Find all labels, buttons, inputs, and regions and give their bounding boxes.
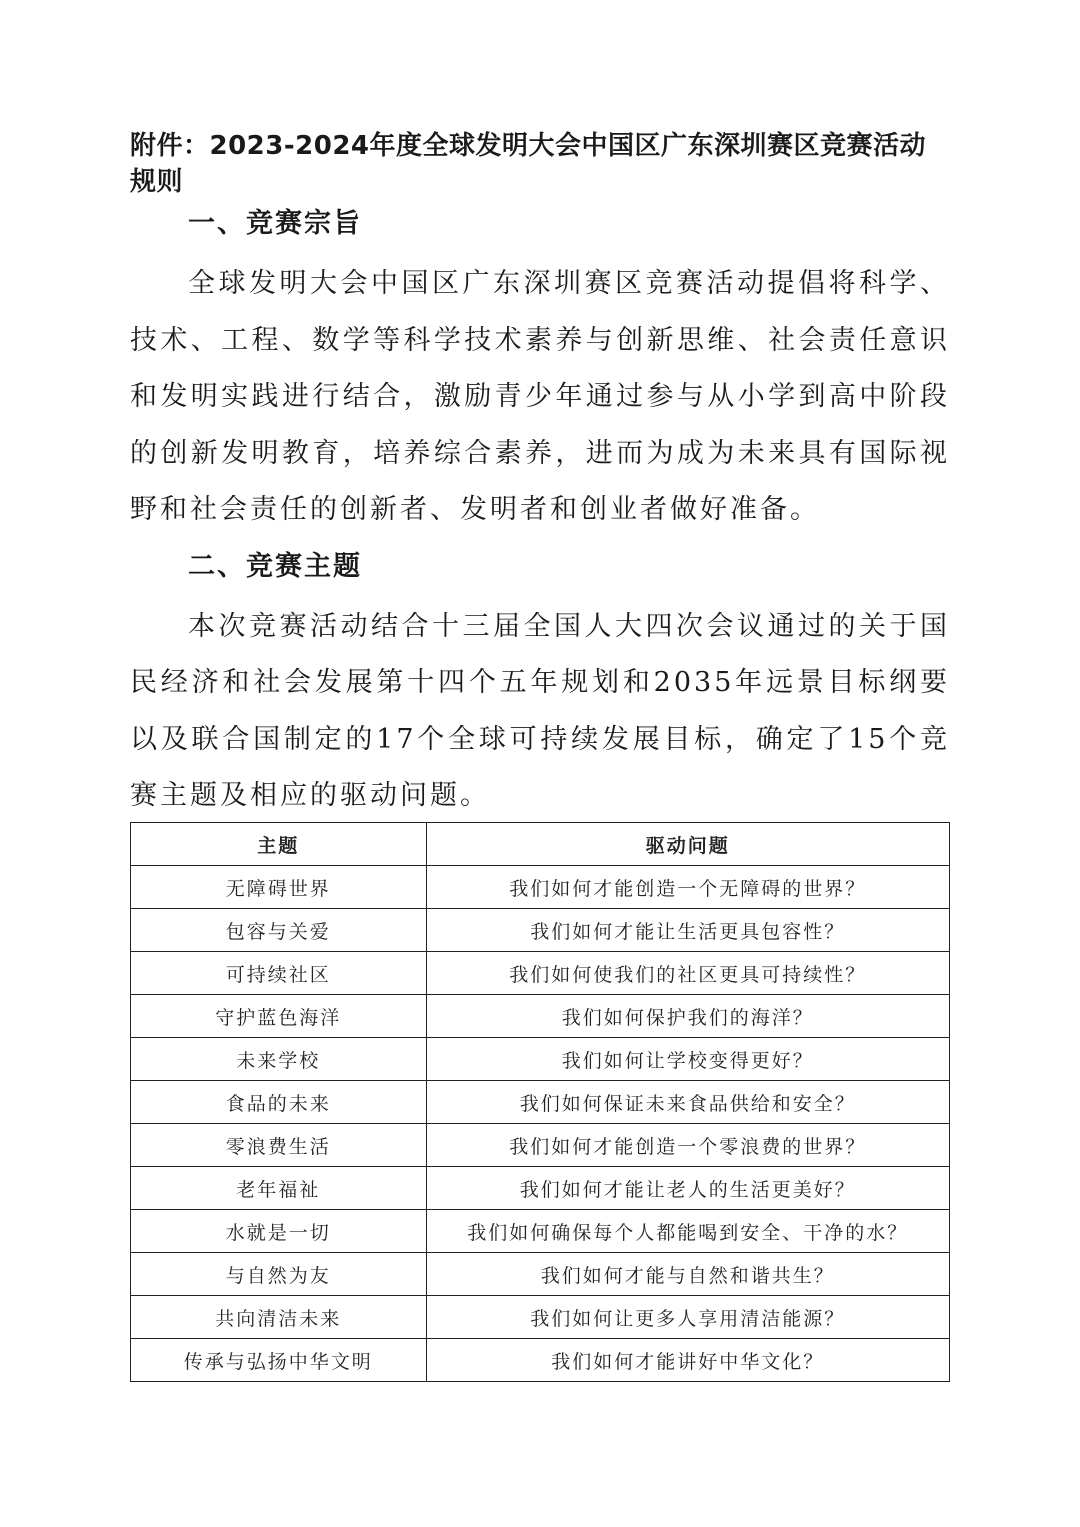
topic-cell: 与自然为友: [131, 1253, 427, 1296]
topic-cell: 食品的未来: [131, 1081, 427, 1124]
table-row: [131, 1167, 950, 1210]
question-cell: 我们如何才能讲好中华文化？: [426, 1339, 949, 1382]
topic-cell: 老年福祉: [131, 1167, 427, 1210]
table-row: [131, 866, 950, 909]
topic-cell: 传承与弘扬中华文明: [131, 1339, 427, 1382]
question-cell: 我们如何让学校变得更好？: [426, 1038, 949, 1081]
question-cell: 我们如何才能创造一个无障碍的世界？: [426, 866, 949, 909]
question-cell: 我们如何才能让老人的生活更美好？: [426, 1167, 949, 1210]
table-row: [131, 1296, 950, 1339]
topic-cell: 未来学校: [131, 1038, 427, 1081]
question-cell: 我们如何确保每个人都能喝到安全、干净的水？: [426, 1210, 949, 1253]
topic-cell: 包容与关爱: [131, 909, 427, 952]
table-row: [131, 1124, 950, 1167]
section-paragraph-purpose: 全球发明大会中国区广东深圳赛区竞赛活动提倡将科学、技术、工程、数学等科学技术素养与创新思维、社会责任意识和发明实践进行结合，激励青少年通过参与从小学到高中阶段的创新发明教育，培养综合素养，进而为成为未来具有国际视野和社会责任的创新者、发明者和创业者做好准备。: [130, 268, 950, 525]
header-driving-question: 驱动问题: [426, 823, 949, 866]
table-row: [131, 995, 950, 1038]
question-cell: 我们如何使我们的社区更具可持续性？: [426, 952, 949, 995]
table-row: [131, 1210, 950, 1253]
topic-cell: 无障碍世界: [131, 866, 427, 909]
question-cell: 我们如何保证未来食品供给和安全？: [426, 1081, 949, 1124]
table-header-row: [131, 823, 950, 866]
table-row: [131, 1038, 950, 1081]
table-row: [131, 1253, 950, 1296]
table-row: [131, 1339, 950, 1382]
topic-cell: 共向清洁未来: [131, 1296, 427, 1339]
section-heading-theme: 二、竞赛主题: [188, 550, 362, 582]
table-row: [131, 909, 950, 952]
topic-cell: 水就是一切: [131, 1210, 427, 1253]
topic-cell: 守护蓝色海洋: [131, 995, 427, 1038]
question-cell: 我们如何才能让生活更具包容性？: [426, 909, 949, 952]
question-cell: 我们如何才能创造一个零浪费的世界？: [426, 1124, 949, 1167]
header-topic: 主题: [131, 823, 427, 866]
question-cell: 我们如何让更多人享用清洁能源？: [426, 1296, 949, 1339]
topic-cell: 零浪费生活: [131, 1124, 427, 1167]
table-row: [131, 952, 950, 995]
topics-table: [130, 822, 950, 1382]
table-row: [131, 1081, 950, 1124]
section-paragraph-theme: 本次竞赛活动结合十三届全国人大四次会议通过的关于国民经济和社会发展第十四个五年规划和2035年远景目标纲要以及联合国制定的17个全球可持续发展目标，确定了15个竞赛主题及相应的驱动问题。: [130, 610, 950, 811]
topic-cell: 可持续社区: [131, 952, 427, 995]
section-heading-purpose: 一、竞赛宗旨: [188, 208, 362, 239]
question-cell: 我们如何才能与自然和谐共生？: [426, 1253, 949, 1296]
document-title: 附件：2023-2024年度全球发明大会中国区广东深圳赛区竞赛活动规则: [130, 131, 927, 197]
question-cell: 我们如何保护我们的海洋？: [426, 995, 949, 1038]
document-page: [130, 128, 950, 825]
